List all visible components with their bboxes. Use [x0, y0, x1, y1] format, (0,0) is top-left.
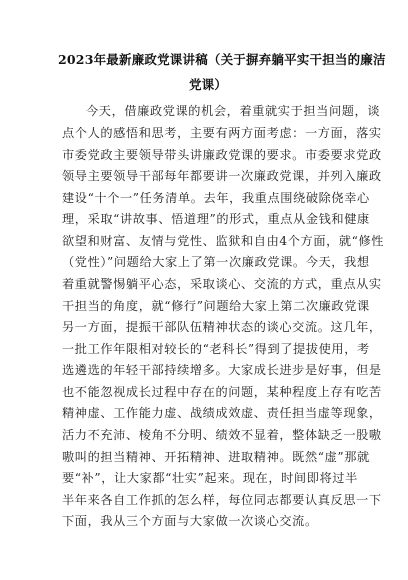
paragraph-line: 也不能忽视成长过程中存在的问题，某种程度上存有吃苦	[62, 385, 382, 399]
paragraph-line: 选遴选的年轻干部持续增多。大家成长进步是好事，但是	[62, 363, 382, 377]
paragraph-line: 活力不充沛、棱角不分明、绩效不显着，整体缺乏一股嗷	[62, 428, 382, 442]
paragraph-line: 下面，我从三个方面与大家做一次谈心交流。	[62, 514, 318, 528]
paragraph-line: 另一方面，提振干部队伍精神状态的谈心交流。这几年，	[62, 320, 382, 334]
paragraph-line: 嗷叫的担当精神、开拓精神、进取精神。既然“虚”那就	[62, 450, 370, 464]
document-title-line-2: 党课）	[188, 77, 228, 92]
paragraph-line: 欲望和财富、友情与党性、监狱和自由4个方面，就“修性	[62, 234, 385, 248]
paragraph-line: 着重就警惕躺平心态，采取谈心、交流的方式，重点从实	[62, 277, 382, 291]
paragraph-line: 市委党政主要领导带头讲廉政党课的要求。市委要求党政	[62, 148, 382, 162]
paragraph-line: 建设“十个一”任务清单。去年，我重点围绕破除侥幸心	[62, 191, 370, 205]
paragraph-line: 领导主要领导干部每年都要讲一次廉政党课，并列入廉政	[62, 169, 382, 183]
paragraph-line: 要“补”，让大家都“壮实”起来。现在，时间即将过半	[62, 471, 358, 485]
paragraph-line: 理，采取“讲故事、悟道理”的形式，重点从金钱和健康	[62, 212, 370, 226]
paragraph-line: 半年来各自工作抓的怎么样，每位同志都要认真反思一下	[62, 493, 382, 507]
paragraph-line: 点个人的感悟和思考，主要有两方面考虑：一方面，落实	[62, 126, 382, 140]
document-title-line-1: 2023年最新廉政党课讲稿（关于摒弃躺平实干担当的廉洁	[58, 52, 386, 67]
paragraph-line: 精神虚、工作能力虚、战绩成效虚、责任担当虚等现象，	[62, 406, 382, 420]
paragraph-line: 一批工作年限相对较长的“老科长”得到了提拔使用，考	[62, 342, 370, 356]
paragraph-line: 今天，借廉政党课的机会，着重就实于担当问题，谈	[86, 104, 381, 118]
paragraph-line: 干担当的角度，就“修行”问题给大家上第二次廉政党课	[62, 299, 370, 313]
paragraph-line: （党性）”问题给大家上了第一次廉政党课。今天，我想	[62, 255, 370, 269]
